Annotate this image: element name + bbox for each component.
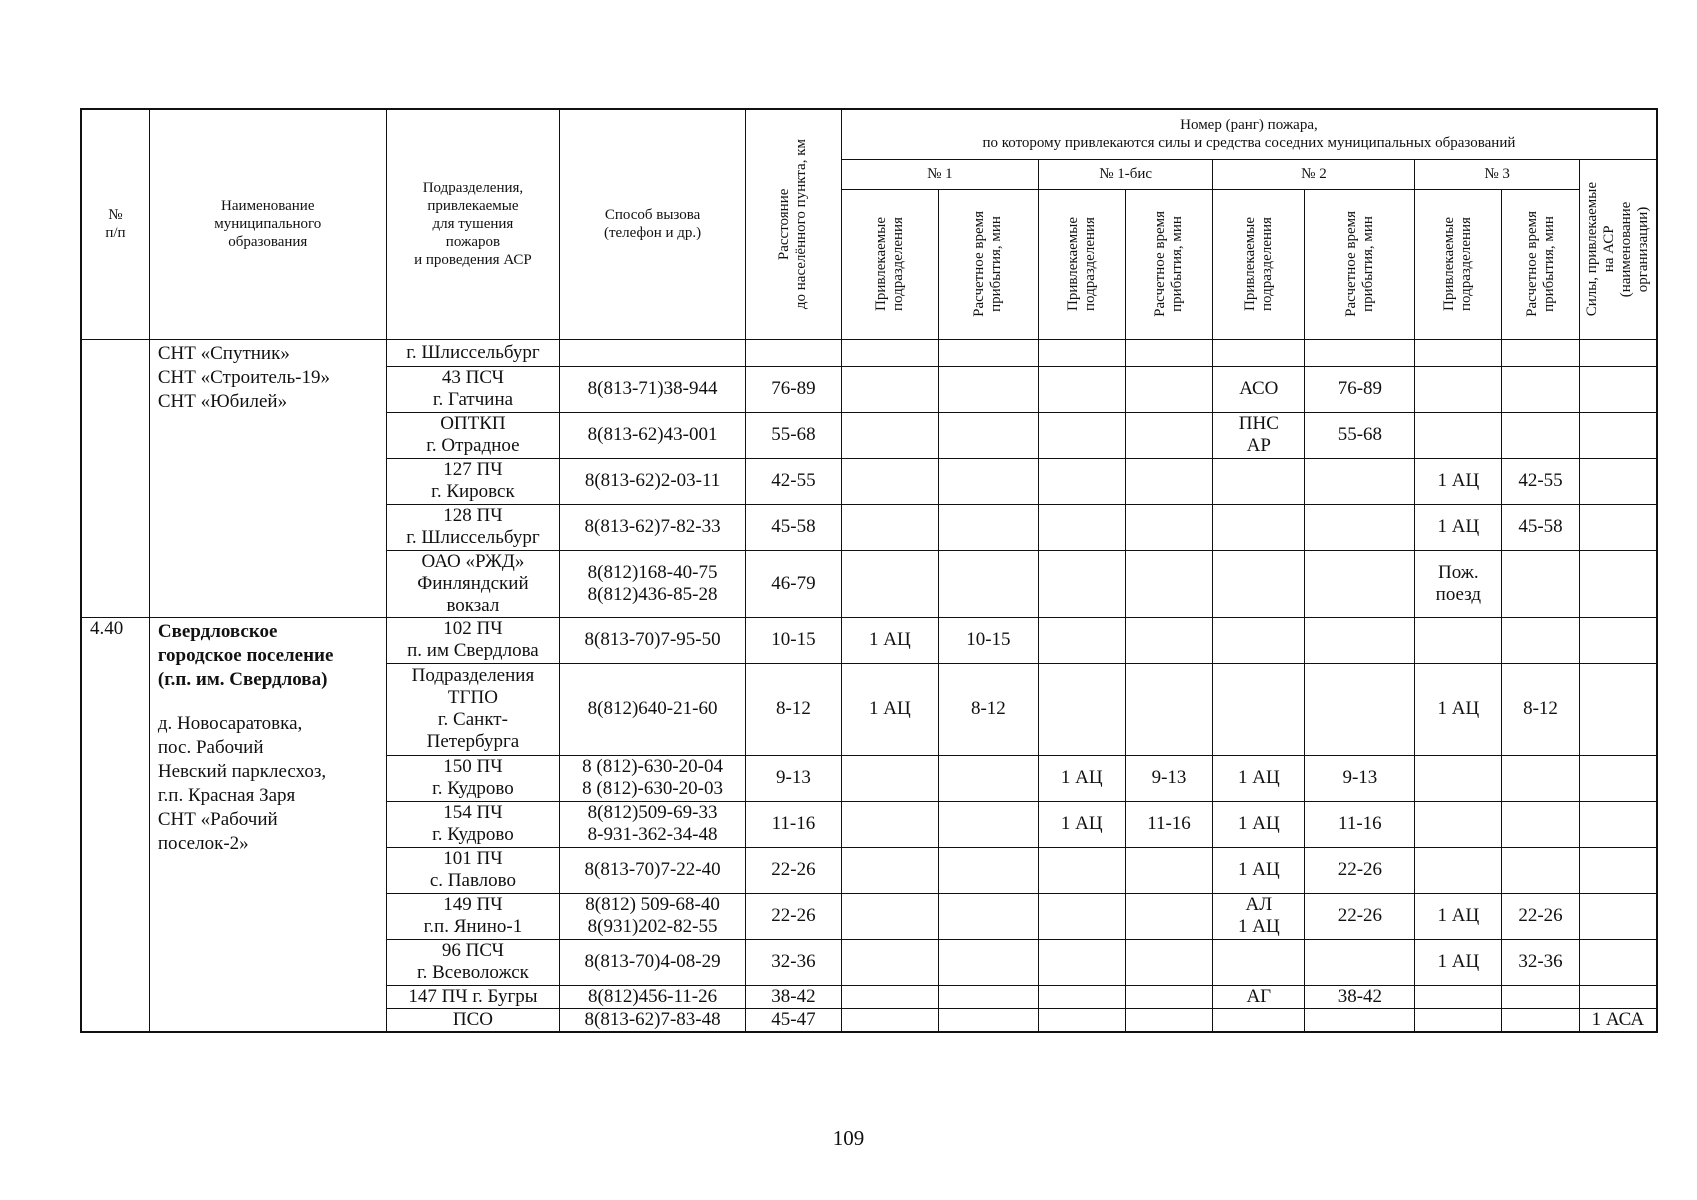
cell-asr — [1579, 339, 1657, 366]
cell-r1t — [938, 366, 1038, 412]
cell-r1t — [938, 458, 1038, 504]
cell-r1t — [938, 801, 1038, 847]
header-units: Подразделения, привлекаемые для тушения пожаров и проведения АСР — [386, 109, 560, 339]
cell-r3u: 1 АЦ — [1415, 504, 1502, 550]
cell-r3t: 8-12 — [1502, 663, 1580, 755]
header-municipality: Наименование муниципального образования — [149, 109, 386, 339]
cell-r1bt — [1125, 617, 1213, 663]
cell-r1bu — [1038, 504, 1125, 550]
cell-unit: ОПТКП г. Отрадное — [386, 412, 560, 458]
cell-r2t — [1305, 339, 1415, 366]
cell-r2t — [1305, 458, 1415, 504]
cell-r2u: 1 АЦ — [1213, 755, 1305, 801]
cell-r2t — [1305, 617, 1415, 663]
cell-dist: 9-13 — [745, 755, 841, 801]
header-distance — [745, 109, 841, 339]
fire-forces-table — [80, 108, 1658, 1033]
cell-r3t — [1502, 617, 1580, 663]
cell-unit: г. Шлиссельбург — [386, 339, 560, 366]
settlement-list: д. Новосаратовка, пос. Рабочий Невский парклесхоз, г.п. Красная Заря СНТ «Рабочий поселок-2» — [157, 712, 327, 854]
cell-r1u — [841, 893, 938, 939]
cell-r2t — [1305, 504, 1415, 550]
cell-r1t — [938, 755, 1038, 801]
cell-r1bu — [1038, 847, 1125, 893]
cell-dist: 22-26 — [745, 893, 841, 939]
cell-r1bu: 1 АЦ — [1038, 801, 1125, 847]
header-rank-1-time — [938, 189, 1038, 339]
cell-r2t: 55-68 — [1305, 412, 1415, 458]
cell-r1t — [938, 412, 1038, 458]
cell-r1u — [841, 847, 938, 893]
municipality-title: Свердловское городское поселение (г.п. им. Свердлова) — [157, 620, 334, 690]
cell-dist: 45-47 — [745, 1008, 841, 1032]
cell-r3t: 45-58 — [1502, 504, 1580, 550]
cell-dist: 38-42 — [745, 985, 841, 1008]
cell-asr — [1579, 663, 1657, 755]
cell-unit: Подразделения ТГПО г. Санкт- Петербурга — [386, 663, 560, 755]
cell-r3t: 22-26 — [1502, 893, 1580, 939]
cell-unit: 154 ПЧ г. Кудрово — [386, 801, 560, 847]
cell-dist: 46-79 — [745, 550, 841, 617]
header-rank-1-bis: № 1-бис — [1038, 159, 1213, 189]
cell-r1u — [841, 412, 938, 458]
cell-asr — [1579, 985, 1657, 1008]
cell-asr — [1579, 550, 1657, 617]
cell-r1bt — [1125, 939, 1213, 985]
cell-unit: 101 ПЧ с. Павлово — [386, 847, 560, 893]
cell-r1u — [841, 801, 938, 847]
cell-r1bt — [1125, 847, 1213, 893]
cell-r1t — [938, 1008, 1038, 1032]
cell-dist — [745, 339, 841, 366]
cell-r1bt — [1125, 412, 1213, 458]
cell-r1bt: 11-16 — [1125, 801, 1213, 847]
header-time-sub-label: Расчетное время прибытия, мин — [1523, 211, 1557, 317]
cell-phone: 8(813-70)4-08-29 — [560, 939, 746, 985]
cell-r2t — [1305, 550, 1415, 617]
cell-r1bu — [1038, 939, 1125, 985]
cell-dist: 8-12 — [745, 663, 841, 755]
cell-dist: 11-16 — [745, 801, 841, 847]
cell-phone: 8(813-70)7-95-50 — [560, 617, 746, 663]
cell-r3t: 32-36 — [1502, 939, 1580, 985]
cell-r2u: 1 АЦ — [1213, 847, 1305, 893]
cell-r2t: 22-26 — [1305, 847, 1415, 893]
cell-unit: 96 ПСЧ г. Всеволожск — [386, 939, 560, 985]
cell-r3t — [1502, 985, 1580, 1008]
header-time-sub-label: Расчетное время прибытия, мин — [1342, 211, 1376, 317]
cell-r1bu: 1 АЦ — [1038, 755, 1125, 801]
cell-phone: 8(813-62)7-83-48 — [560, 1008, 746, 1032]
municipality-name — [149, 339, 386, 617]
cell-asr: 1 АСА — [1579, 1008, 1657, 1032]
cell-r1u — [841, 939, 938, 985]
cell-r1bu — [1038, 617, 1125, 663]
cell-asr — [1579, 755, 1657, 801]
settlement-list: СНТ «Спутник» СНТ «Строитель-19» СНТ «Юбилей» — [157, 342, 330, 412]
header-rank-1-units — [841, 189, 938, 339]
cell-dist: 32-36 — [745, 939, 841, 985]
cell-phone: 8(812)168-40-75 8(812)436-85-28 — [560, 550, 746, 617]
cell-r2t — [1305, 939, 1415, 985]
cell-r1u — [841, 1008, 938, 1032]
cell-r1bt — [1125, 339, 1213, 366]
cell-r2t: 22-26 — [1305, 893, 1415, 939]
cell-phone: 8(813-70)7-22-40 — [560, 847, 746, 893]
cell-r3u — [1415, 339, 1502, 366]
cell-r1bt — [1125, 458, 1213, 504]
header-rank-3-units — [1415, 189, 1502, 339]
header-rank-3-time — [1502, 189, 1580, 339]
cell-r3u: 1 АЦ — [1415, 663, 1502, 755]
cell-asr — [1579, 847, 1657, 893]
page-number: 109 — [832, 1126, 865, 1150]
cell-r1bu — [1038, 985, 1125, 1008]
header-row-1 — [81, 109, 1657, 159]
header-rank-2-units — [1213, 189, 1305, 339]
cell-r1bt — [1125, 663, 1213, 755]
header-rank-2: № 2 — [1213, 159, 1415, 189]
cell-r1bu — [1038, 1008, 1125, 1032]
cell-phone — [560, 339, 746, 366]
row-number — [81, 339, 149, 617]
cell-dist: 45-58 — [745, 504, 841, 550]
cell-r1t — [938, 985, 1038, 1008]
table-row — [81, 617, 1657, 663]
cell-r1bu — [1038, 550, 1125, 617]
header-time-sub-label: Расчетное время прибытия, мин — [1152, 211, 1185, 317]
cell-r1bu — [1038, 893, 1125, 939]
cell-unit: 147 ПЧ г. Бугры — [386, 985, 560, 1008]
cell-r2u — [1213, 458, 1305, 504]
cell-r2u — [1213, 663, 1305, 755]
cell-phone: 8(813-71)38-944 — [560, 366, 746, 412]
cell-asr — [1579, 504, 1657, 550]
cell-r3t — [1502, 1008, 1580, 1032]
cell-r1bu — [1038, 458, 1125, 504]
cell-r2t: 38-42 — [1305, 985, 1415, 1008]
cell-r1u — [841, 550, 938, 617]
header-call-method: Способ вызова (телефон и др.) — [560, 109, 746, 339]
cell-r2u: 1 АЦ — [1213, 801, 1305, 847]
cell-r3u: 1 АЦ — [1415, 458, 1502, 504]
header-units-sub-label: Привлекаемые подразделения — [1241, 217, 1275, 311]
cell-r3u — [1415, 412, 1502, 458]
cell-r1t — [938, 504, 1038, 550]
cell-r2u — [1213, 1008, 1305, 1032]
cell-r1bt — [1125, 366, 1213, 412]
cell-r1t — [938, 550, 1038, 617]
cell-r3t — [1502, 847, 1580, 893]
header-number: № п/п — [81, 109, 149, 339]
cell-r1bt — [1125, 550, 1213, 617]
cell-r1bt: 9-13 — [1125, 755, 1213, 801]
header-asr-label: Силы, привлекаемые на АСР (наименование организации) — [1583, 181, 1651, 317]
cell-r3u — [1415, 985, 1502, 1008]
cell-r1u — [841, 366, 938, 412]
cell-r2t — [1305, 1008, 1415, 1032]
cell-r1u — [841, 339, 938, 366]
cell-phone: 8(812) 509-68-40 8(931)202-82-55 — [560, 893, 746, 939]
cell-unit: 102 ПЧ п. им Свердлова — [386, 617, 560, 663]
cell-r1bu — [1038, 412, 1125, 458]
cell-asr — [1579, 893, 1657, 939]
cell-asr — [1579, 412, 1657, 458]
cell-r1bt — [1125, 1008, 1213, 1032]
cell-r1t — [938, 847, 1038, 893]
cell-r2u: АЛ 1 АЦ — [1213, 893, 1305, 939]
cell-phone: 8(812)640-21-60 — [560, 663, 746, 755]
cell-r3u — [1415, 1008, 1502, 1032]
header-rank-1-bis-units — [1038, 189, 1125, 339]
cell-r1bt — [1125, 893, 1213, 939]
header-units-sub-label: Привлекаемые подразделения — [872, 217, 906, 311]
header-rank-3: № 3 — [1415, 159, 1579, 189]
cell-r3u: 1 АЦ — [1415, 893, 1502, 939]
cell-r1t — [938, 939, 1038, 985]
cell-phone: 8(813-62)43-001 — [560, 412, 746, 458]
cell-r3t — [1502, 755, 1580, 801]
header-rank-1: № 1 — [841, 159, 1038, 189]
header-fire-rank: Номер (ранг) пожара, по которому привлекаются силы и средства соседних муниципальных образований — [841, 109, 1657, 159]
cell-unit: ПСО — [386, 1008, 560, 1032]
cell-r1u — [841, 755, 938, 801]
cell-unit: 128 ПЧ г. Шлиссельбург — [386, 504, 560, 550]
cell-r2t: 76-89 — [1305, 366, 1415, 412]
cell-phone: 8(812)509-69-33 8-931-362-34-48 — [560, 801, 746, 847]
spacer — [158, 692, 378, 712]
cell-r1bt — [1125, 985, 1213, 1008]
cell-r1t — [938, 339, 1038, 366]
cell-r1u — [841, 985, 938, 1008]
cell-r3u: 1 АЦ — [1415, 939, 1502, 985]
cell-r1t: 10-15 — [938, 617, 1038, 663]
header-distance-label: Расстояние до населённого пункта, км — [776, 139, 810, 310]
cell-asr — [1579, 939, 1657, 985]
cell-r1u — [841, 504, 938, 550]
cell-r2t: 9-13 — [1305, 755, 1415, 801]
cell-dist: 42-55 — [745, 458, 841, 504]
cell-r3u: Пож. поезд — [1415, 550, 1502, 617]
cell-r3u — [1415, 801, 1502, 847]
cell-r1t — [938, 893, 1038, 939]
cell-r1bu — [1038, 366, 1125, 412]
row-number: 4.40 — [81, 617, 149, 1032]
cell-r2u — [1213, 339, 1305, 366]
cell-r3t — [1502, 801, 1580, 847]
cell-r1t: 8-12 — [938, 663, 1038, 755]
cell-r1u: 1 АЦ — [841, 617, 938, 663]
cell-unit: 149 ПЧ г.п. Янино-1 — [386, 893, 560, 939]
cell-dist: 76-89 — [745, 366, 841, 412]
cell-unit: 43 ПСЧ г. Гатчина — [386, 366, 560, 412]
cell-asr — [1579, 801, 1657, 847]
cell-r2u — [1213, 550, 1305, 617]
cell-unit: 127 ПЧ г. Кировск — [386, 458, 560, 504]
cell-r1bt — [1125, 504, 1213, 550]
cell-r1bu — [1038, 339, 1125, 366]
cell-phone: 8(813-62)7-82-33 — [560, 504, 746, 550]
cell-phone: 8 (812)-630-20-04 8 (812)-630-20-03 — [560, 755, 746, 801]
cell-r3u — [1415, 755, 1502, 801]
cell-r2u: АСО — [1213, 366, 1305, 412]
cell-r3t — [1502, 366, 1580, 412]
header-rank-1-bis-time — [1125, 189, 1213, 339]
cell-r2u — [1213, 939, 1305, 985]
header-rank-2-time — [1305, 189, 1415, 339]
header-asr — [1579, 159, 1657, 339]
cell-asr — [1579, 366, 1657, 412]
header-time-sub-label: Расчетное время прибытия, мин — [971, 211, 1005, 317]
cell-unit: ОАО «РЖД» Финляндский вокзал — [386, 550, 560, 617]
municipality-name — [149, 617, 386, 1032]
cell-unit: 150 ПЧ г. Кудрово — [386, 755, 560, 801]
cell-dist: 55-68 — [745, 412, 841, 458]
cell-dist: 22-26 — [745, 847, 841, 893]
cell-r2t: 11-16 — [1305, 801, 1415, 847]
cell-r2u — [1213, 617, 1305, 663]
cell-r1u — [841, 458, 938, 504]
header-units-sub-label: Привлекаемые подразделения — [1441, 217, 1475, 311]
cell-r1bu — [1038, 663, 1125, 755]
cell-phone: 8(812)456-11-26 — [560, 985, 746, 1008]
cell-r3t: 42-55 — [1502, 458, 1580, 504]
cell-r2u: АГ — [1213, 985, 1305, 1008]
cell-r3t — [1502, 412, 1580, 458]
cell-r2u — [1213, 504, 1305, 550]
cell-asr — [1579, 617, 1657, 663]
cell-r3u — [1415, 617, 1502, 663]
table-row — [81, 339, 1657, 366]
cell-r3u — [1415, 366, 1502, 412]
cell-r3t — [1502, 339, 1580, 366]
cell-r3u — [1415, 847, 1502, 893]
cell-phone: 8(813-62)2-03-11 — [560, 458, 746, 504]
header-units-sub-label: Привлекаемые подразделения — [1064, 217, 1098, 311]
cell-asr — [1579, 458, 1657, 504]
cell-r1u: 1 АЦ — [841, 663, 938, 755]
cell-r3t — [1502, 550, 1580, 617]
cell-dist: 10-15 — [745, 617, 841, 663]
cell-r2u: ПНС АР — [1213, 412, 1305, 458]
cell-r2t — [1305, 663, 1415, 755]
